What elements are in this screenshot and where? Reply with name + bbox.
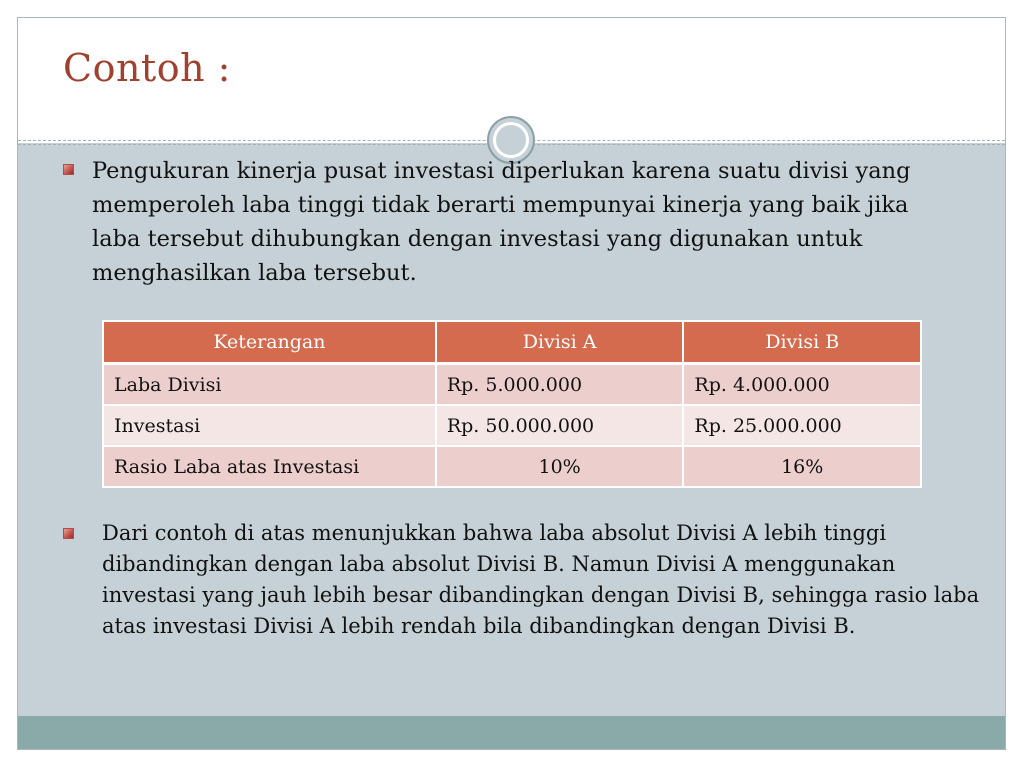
table-header-divisi-a: Divisi A bbox=[436, 321, 684, 364]
table-cell: Rp. 50.000.000 bbox=[436, 405, 684, 446]
bullet-point-2 bbox=[63, 518, 983, 642]
table-cell: Rp. 5.000.000 bbox=[436, 364, 684, 406]
square-bullet-icon bbox=[63, 528, 74, 539]
table-cell: Investasi bbox=[103, 405, 436, 446]
table-row bbox=[103, 364, 921, 406]
table-row bbox=[103, 446, 921, 487]
bullet-point-1 bbox=[63, 154, 963, 290]
table-header-row bbox=[103, 321, 921, 364]
slide-frame bbox=[17, 17, 1006, 750]
table-header-keterangan: Keterangan bbox=[103, 321, 436, 364]
slide-title: Contoh : bbox=[63, 46, 231, 90]
table-cell: Rp. 25.000.000 bbox=[683, 405, 921, 446]
bullet-text-1: Pengukuran kinerja pusat investasi diperlukan karena suatu divisi yang memperoleh laba tinggi tidak berarti mempunyai kinerja yang baik jika laba tersebut dihubungkan dengan investasi yang digunakan untuk menghasilkan laba tersebut. bbox=[92, 158, 911, 286]
table-cell: 10% bbox=[436, 446, 684, 487]
table-header-divisi-b: Divisi B bbox=[683, 321, 921, 364]
table-cell: Rasio Laba atas Investasi bbox=[103, 446, 436, 487]
footer-bar bbox=[18, 716, 1005, 750]
bullet-text-2: Dari contoh di atas menunjukkan bahwa laba absolut Divisi A lebih tinggi dibandingkan dengan laba absolut Divisi B. Namun Divisi A menggunakan investasi yang jauh lebih besar dibandingkan dengan Divisi B, sehingga rasio laba atas investasi Divisi A lebih rendah bila dibandingkan dengan Divisi B. bbox=[102, 521, 980, 638]
table-cell: Rp. 4.000.000 bbox=[683, 364, 921, 406]
table-cell: 16% bbox=[683, 446, 921, 487]
ring-ornament-inner bbox=[493, 122, 529, 158]
square-bullet-icon bbox=[63, 164, 74, 175]
table-row bbox=[103, 405, 921, 446]
table-cell: Laba Divisi bbox=[103, 364, 436, 406]
comparison-table bbox=[102, 320, 922, 488]
